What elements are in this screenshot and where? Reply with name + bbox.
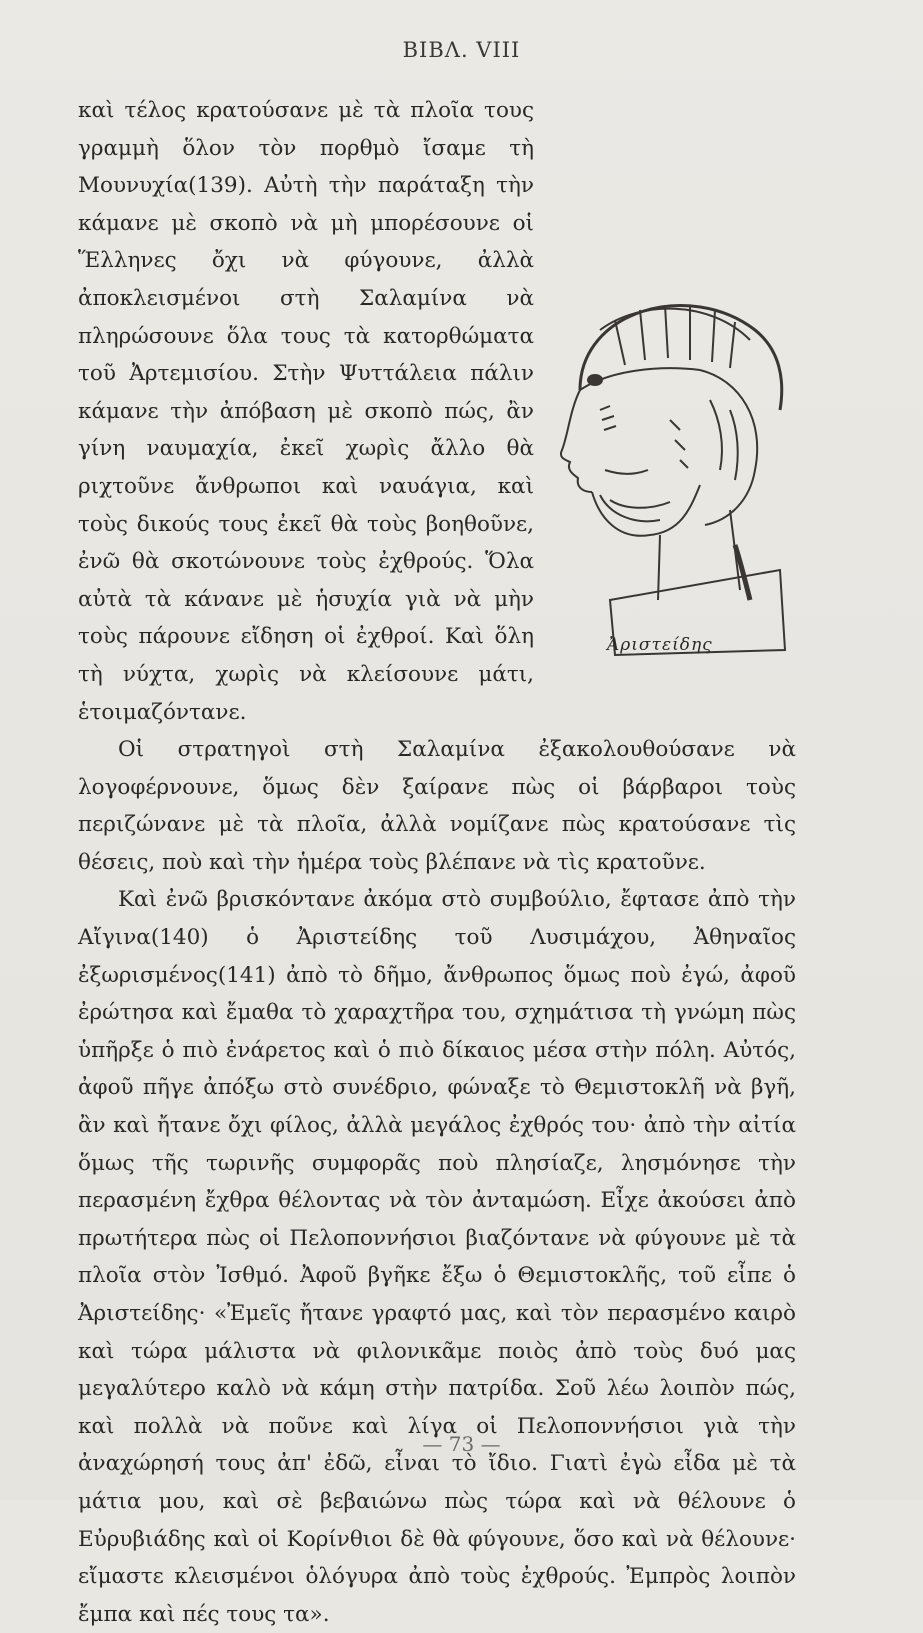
paragraph-3: Καὶ ἐνῶ βρισκόντανε ἀκόμα στὸ συμβούλιο, ἔφτασε ἀπὸ τὴν Αἴγινα(140) ὁ Ἀριστείδης τοῦ Λυσιμάχου, Ἀθηναῖος ἐξωρισμένος(141) ἀπὸ τὸ δῆμο, ἄνθρωπος ὅμως ποὺ ἐγώ, ἀφοῦ ἐρώτησα καὶ ἔμαθα τὸ χαραχτῆρα του, σχημάτισα τὴ γνώμη πὼς ὑπῆρξε ὁ πιὸ ἐνάρετος καὶ ὁ πιὸ δίκαιος μέσα στὴν πόλη. Αὐτός, ἀφοῦ πῆγε ἀπόξω στὸ συνέδριο, φώναξε τὸ Θεμιστοκλῆ νὰ βγῆ, ἂν καὶ ἤτανε ὄχι φίλος, ἀλλὰ μεγάλος ἐχθρός του· ἀπὸ τὴν αἰτία ὅμως τῆς τωρινῆς συμφορᾶς ποὺ πλησίαζε, λησμόνησε τὴν περασμένη ἔχθρα θέλοντας νὰ τὸν ἀνταμώση. Εἶχε ἀκούσει ἀπὸ πρωτήτερα πὼς οἱ Πελοποννήσιοι βιαζόντανε νὰ φύγουνε μὲ τὰ πλοῖα στὸν Ἰσθμό. Ἀφοῦ βγῆκε ἔξω ὁ Θεμιστοκλῆς, τοῦ εἶπε ὁ Ἀριστείδης· «Ἐμεῖς ἤτανε γραφτό μας, καὶ τὸν περασμένο καιρὸ καὶ τώρα μάλιστα νὰ φιλονικᾶμε ποιὸς ἀπὸ τοὺς δυό μας μεγαλύτερο καλὸ νὰ κάμη στὴν πατρίδα. Σοῦ λέω λοιπὸν πώς, καὶ πολλὰ νὰ ποῦνε καὶ λίγα οἱ Πελοποννήσιοι γιὰ τὴν ἀναχώρησή τους ἀπ' ἐδῶ, εἶναι τὸ ἴδιο. Γιατὶ ἐγὼ εἶδα μὲ τὰ μάτια μου, καὶ σὲ βεβαιώνω πὼς τώρα καὶ νὰ θέλουνε ὁ Εὐρυβιάδης καὶ οἱ Κορίνθιοι δὲ θὰ φύγουνε, ὅσο καὶ νὰ θέλουνε· εἴμαστε κλεισμένοι ὁλόγυρα ἀπὸ τοὺς ἐχθρούς. Ἐμπρὸς λοιπὸν ἔμπα καὶ πές τους τα».: [78, 887, 796, 1627]
figure-caption: Ἀριστείδης: [607, 635, 713, 655]
aristides-bust-illustration: [540, 270, 810, 660]
running-header: ΒΙΒΛ. VIII: [402, 38, 521, 62]
paragraph-1: καὶ τέλος κρατούσανε μὲ τὰ πλοῖα τους γραμμὴ ὅλον τὸν πορθμὸ ἴσαμε τὴ Μουνυχία(139). Αὐτὴ τὴν παράταξη τὴν κάμανε μὲ σκοπὸ νὰ μὴ μπορέσουνε οἱ Ἕλληνες ὄχι νὰ φύγουνε, ἀλλὰ ἀποκλεισμένοι στὴ Σαλαμίνα νὰ πληρώσουνε ὅλα τους τὰ κατορθώματα τοῦ Ἀρτεμισίου. Στὴν Ψυττάλεια πάλιν κάμανε τὴν ἀπόβαση μὲ σκοπὸ πώς, ἂν γίνη ναυμαχία, ἐκεῖ χωρὶς ἄλλο θὰ ριχτοῦνε ἄνθρωποι καὶ ναυάγια, καὶ τοὺς δικούς τους ἐκεῖ θὰ τοὺς βοηθοῦνε, ἐνῶ θὰ σκοτώνουνε τοὺς ἐχθρούς. Ὅλα αὐτὰ τὰ κάνανε μὲ ἡσυχία γιὰ νὰ μὴν τοὺς πάρουνε εἴδηση οἱ ἐχθροί. Καὶ ὅλη τὴ νύχτα, χωρὶς νὰ κλείσουνε μάτι, ἑτοιμαζόντανε.: [78, 98, 534, 725]
paragraph-2: Οἱ στρατηγοὶ στὴ Σαλαμίνα ἐξακολουθούσανε νὰ λογοφέρνουνε, ὅμως δὲν ξαίρανε πὼς οἱ βάρβαροι τοὺς περιζώνανε μὲ τὰ πλοῖα, ἀλλὰ νομίζανε πὼς κρατούσανε τὶς θέσεις, ποὺ καὶ τὴν ἡμέρα τοὺς βλέπανε νὰ τὶς κρατοῦνε.: [78, 737, 796, 875]
page-number: — 73 —: [422, 1432, 501, 1456]
portrait-figure: [540, 270, 810, 660]
